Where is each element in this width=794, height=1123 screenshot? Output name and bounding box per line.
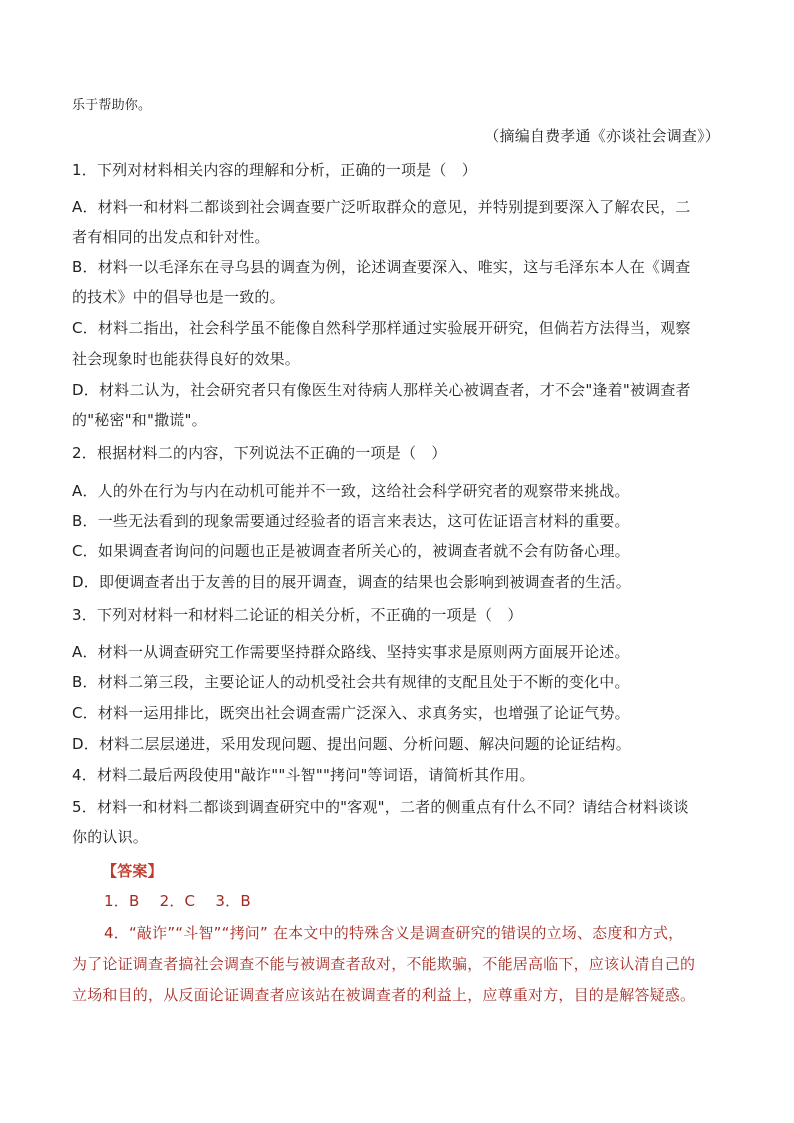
q1-option-c-line1: C．材料二指出，社会科学虽不能像自然科学那样通过实验展开研究，但倘若方法得当，观察 bbox=[72, 319, 691, 337]
q3-option-d: D．材料二层层递进，采用发现问题、提出问题、分析问题、解决问题的论证结构。 bbox=[72, 735, 631, 753]
question-5-line2: 你的认识。 bbox=[72, 828, 149, 846]
q1-option-b-line2: 的技术》中的倡导也是一致的。 bbox=[72, 288, 285, 306]
question-4: 4．材料二最后两段使用"敲诈""斗智""拷问"等词语，请简析其作用。 bbox=[72, 766, 535, 784]
q1-option-b-line1: B．材料一以毛泽东在寻乌县的调查为例，论述调查要深入、唯实，这与毛泽东本人在《调查 bbox=[72, 258, 691, 276]
q1-option-d-line1: D．材料二认为，社会研究者只有像医生对待病人那样关心被调查者，才不会"逢着"被调查者 bbox=[72, 381, 691, 399]
intro-tail: 乐于帮助你。 bbox=[72, 98, 152, 113]
question-3: 3．下列对材料一和材料二论证的相关分析，不正确的一项是（ ） bbox=[72, 606, 523, 624]
question-5-line1: 5．材料一和材料二都谈到调查研究中的"客观"，二者的侧重点有什么不同？请结合材料谈谈 bbox=[72, 798, 689, 816]
q2-option-c: C．如果调查者询问的问题也正是被调查者所关心的，被调查者就不会有防备心理。 bbox=[72, 542, 630, 560]
question-1: 1．下列对材料相关内容的理解和分析，正确的一项是（ ） bbox=[72, 161, 477, 179]
q3-option-a: A．材料一从调查研究工作需要坚持群众路线、坚持实事求是原则两方面展开论述。 bbox=[72, 643, 630, 661]
q1-option-a-line1: A．材料一和材料二都谈到社会调查要广泛听取群众的意见，并特别提到要深入了解农民，二 bbox=[72, 198, 691, 216]
q2-option-b: B．一些无法看到的现象需要通过经验者的语言来表达，这可佐证语言材料的重要。 bbox=[72, 512, 630, 530]
q3-option-c: C．材料一运用排比，既突出社会调查需广泛深入、求真务实，也增强了论证气势。 bbox=[72, 704, 630, 722]
q1-option-a-line2: 者有相同的出发点和针对性。 bbox=[72, 228, 270, 246]
answer-tag: 【答案】 bbox=[102, 862, 163, 880]
answer-q4-line1: 4．“敲诈”“斗智”“拷问” 在本文中的特殊含义是调查研究的错误的立场、态度和方式， bbox=[104, 924, 684, 942]
q1-option-d-line2: 的"秘密"和"撒谎"。 bbox=[72, 411, 207, 429]
q2-option-a: A．人的外在行为与内在动机可能并不一致，这给社会科学研究者的观察带来挑战。 bbox=[72, 482, 630, 500]
q3-option-b: B．材料二第三段，主要论证人的动机受社会共有规律的支配且处于不断的变化中。 bbox=[72, 673, 630, 691]
q2-option-d: D．即便调查者出于友善的目的展开调查，调查的结果也会影响到被调查者的生活。 bbox=[72, 573, 631, 591]
source-citation: （摘编自费孝通《亦谈社会调查》） bbox=[484, 127, 720, 145]
answer-q4-line3: 立场和目的，从反面论证调查者应该站在被调查者的利益上，应尊重对方，目的是解答疑惑。 bbox=[72, 986, 696, 1004]
q1-option-c-line2: 社会现象时也能获得良好的效果。 bbox=[72, 350, 301, 368]
question-2: 2．根据材料二的内容，下列说法不正确的一项是（ ） bbox=[72, 444, 447, 462]
answer-choices: 1．B 2．C 3．B bbox=[104, 892, 251, 910]
answer-q4-line2: 为了论证调查者搞社会调查不能与被调查者敌对，不能欺骗，不能居高临下，应该认清自己的 bbox=[72, 955, 696, 973]
